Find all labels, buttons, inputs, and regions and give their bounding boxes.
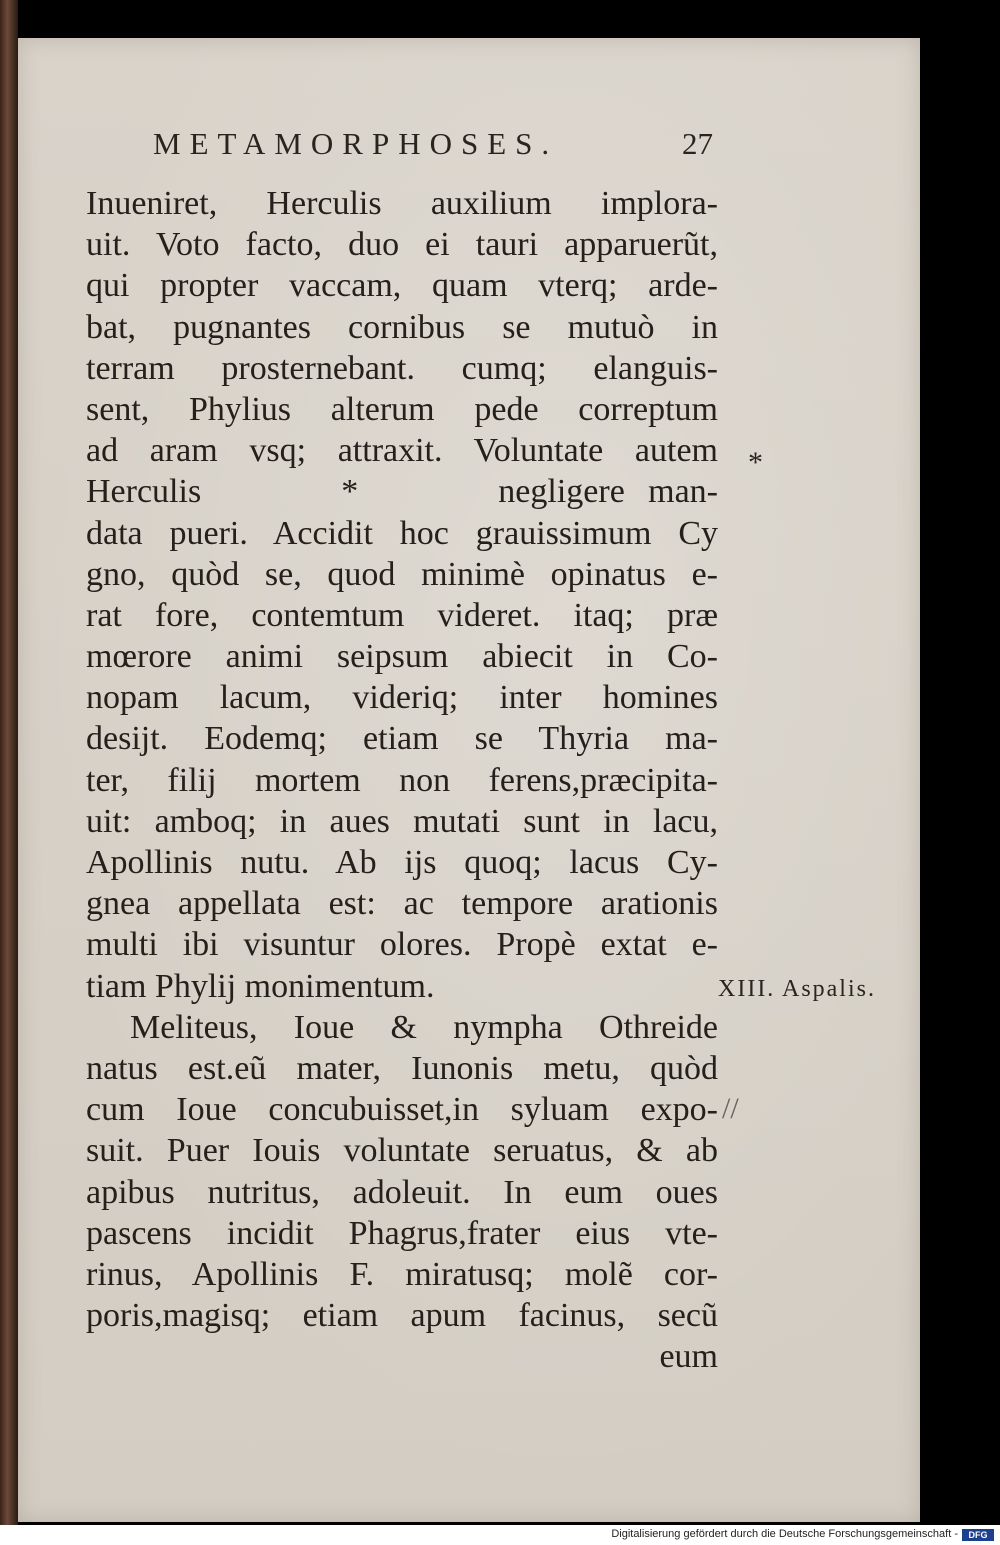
text-line: rinus, Apollinis F. miratusq; molẽ cor- [86, 1255, 718, 1293]
text-line: Meliteus, Ioue & nympha Othreide [130, 1008, 718, 1046]
text-line: multi ibi visuntur olores. Propè extat e- [86, 926, 718, 964]
dfg-logo-icon: DFG [962, 1529, 994, 1541]
book-spine-edge [0, 0, 18, 1525]
text-line: mœrore animi seipsum abiecit in Co- [86, 638, 718, 676]
text-line: apibus nutritus, adoleuit. In eum oues [86, 1173, 718, 1211]
text-line: qui propter vaccam, quam vterq; arde- [86, 267, 718, 305]
margin-section-note: XIII. Aspalis. [718, 976, 876, 1002]
margin-asterisk: * [748, 446, 763, 479]
text-line: ad aram vsq; attraxit. Voluntate autem [86, 432, 718, 470]
text-line: data pueri. Accidit hoc grauissimum Cy [86, 514, 718, 552]
page-number: 27 [682, 126, 713, 161]
text-line: Herculis * negligere man- [86, 473, 718, 511]
text-line: Apollinis nutu. Ab ijs quoq; lacus Cy- [86, 844, 718, 881]
running-head [153, 126, 713, 176]
footer-credit: Digitalisierung gefördert durch die Deutsche Forschungsgemeinschaft - [611, 1528, 958, 1540]
text-line: natus est.eũ mater, Iunonis metu, quòd [86, 1049, 718, 1087]
running-title: METAMORPHOSES. [153, 126, 559, 161]
footer-bar [0, 1525, 1000, 1545]
catchword: eum [659, 1338, 718, 1376]
text-line: cum Ioue concubuisset,in syluam expo- [86, 1091, 718, 1129]
text-line: uit. Voto facto, duo ei tauri apparuerũt, [86, 226, 718, 264]
text-line: sent, Phylius alterum pede correptum [86, 390, 718, 428]
text-line: uit: amboq; in aues mutati sunt in lacu, [86, 802, 718, 840]
margin-handwritten-mark: // [722, 1092, 739, 1125]
text-line: gno, quòd se, quod minimè opinatus e- [86, 555, 718, 593]
text-line: ter, filij mortem non ferens,præcipita- [86, 761, 718, 799]
text-line: nopam lacum, videriq; inter homines [86, 679, 718, 717]
body-text [86, 183, 718, 1377]
text-line: rat fore, contemtum videret. itaq; præ [86, 596, 718, 634]
text-line: bat, pugnantes cornibus se mutuò in [86, 308, 718, 346]
book-page [18, 38, 920, 1522]
text-line: suit. Puer Iouis voluntate seruatus, & ab [86, 1132, 718, 1170]
text-line: gnea appellata est: ac tempore arationis [86, 885, 718, 923]
text-line: Inueniret, Herculis auxilium implora- [86, 185, 718, 222]
text-line: poris,magisq; etiam apum facinus, secũ [86, 1297, 718, 1335]
text-line: tiam Phylij monimentum. [86, 967, 435, 1005]
text-line: pascens incidit Phagrus,frater eius vte- [86, 1214, 718, 1252]
text-line: desijt. Eodemq; etiam se Thyria ma- [86, 720, 718, 758]
text-line: terram prosternebant. cumq; elanguis- [86, 349, 718, 387]
